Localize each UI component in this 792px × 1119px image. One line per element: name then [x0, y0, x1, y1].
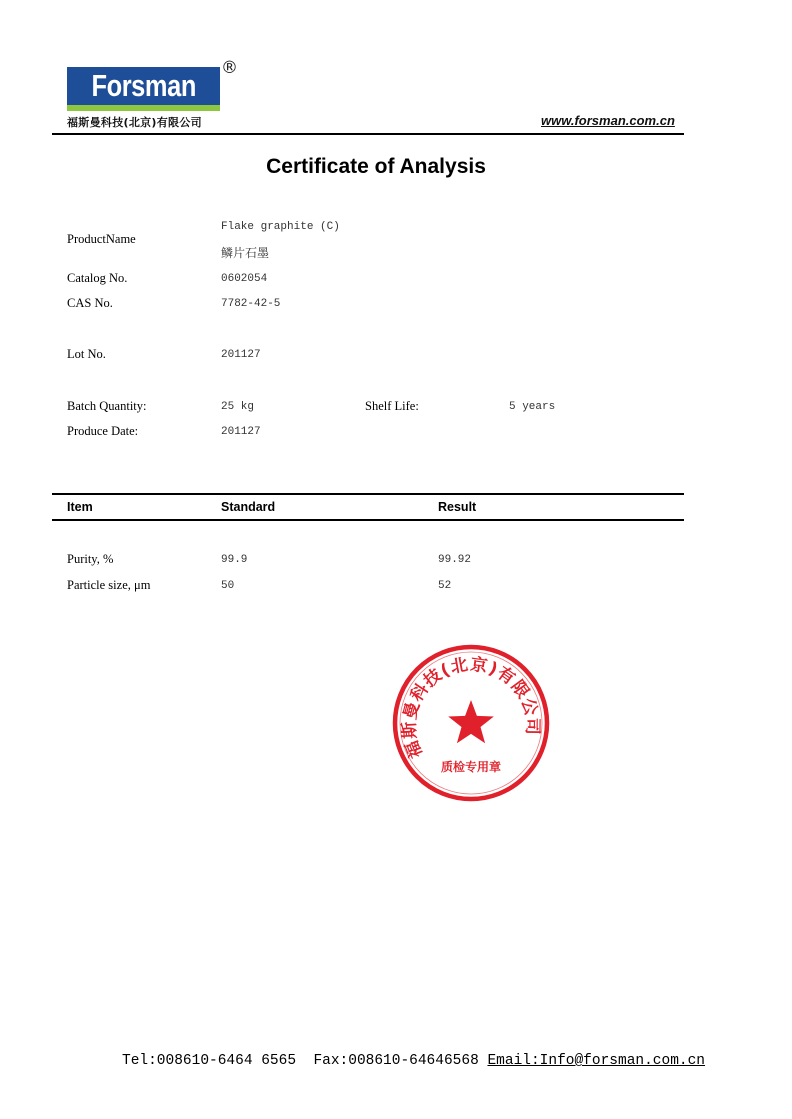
cas-label: CAS No.: [67, 296, 113, 310]
row-standard-particle-size: 50: [221, 580, 235, 592]
footer-contact: [122, 1053, 705, 1069]
column-header-standard: Standard: [221, 500, 276, 514]
table-header-rule: [52, 519, 684, 521]
star-icon: [448, 700, 494, 743]
catalog-value: 0602054: [221, 273, 268, 285]
product-name-cn: 鳞片石墨: [221, 246, 270, 260]
produce-date-label: Produce Date:: [67, 424, 139, 438]
logo-green-bar: [67, 105, 220, 111]
company-name-cn: 福斯曼科技(北京)有限公司: [67, 116, 202, 129]
header-divider: [52, 133, 684, 135]
footer-tel: Tel:008610-6464 6565: [122, 1053, 297, 1069]
company-logo: [67, 67, 220, 105]
company-seal-stamp: [391, 643, 551, 803]
row-result-purity: 99.92: [438, 554, 472, 566]
seal-company-text: 福斯曼科技(北京)有限公司: [399, 654, 543, 761]
row-item-particle-size: Particle size, μm: [67, 578, 151, 592]
document-title: Certificate of Analysis: [266, 155, 486, 178]
row-standard-purity: 99.9: [221, 554, 248, 566]
shelf-life-label: Shelf Life:: [365, 399, 419, 413]
shelf-life-value: 5 years: [509, 401, 556, 413]
row-item-purity: Purity, %: [67, 552, 114, 566]
table-top-rule: [52, 493, 684, 495]
seal-sub-text: 质检专用章: [440, 760, 502, 774]
column-header-result: Result: [438, 500, 477, 514]
footer-email-link[interactable]: Email:Info@forsman.com.cn: [487, 1053, 706, 1069]
logo-text: Forsman: [91, 68, 196, 103]
produce-date-value: 201127: [221, 426, 261, 438]
cas-value: 7782-42-5: [221, 298, 281, 310]
row-result-particle-size: 52: [438, 580, 452, 592]
product-name-label: ProductName: [67, 232, 136, 246]
footer-fax: Fax:008610-64646568: [313, 1053, 479, 1069]
registered-mark: ®: [221, 58, 238, 78]
product-name-en: Flake graphite (C): [221, 221, 340, 233]
column-header-item: Item: [67, 500, 93, 514]
batch-quantity-label: Batch Quantity:: [67, 399, 147, 413]
lot-label: Lot No.: [67, 347, 106, 361]
lot-value: 201127: [221, 349, 261, 361]
website-link[interactable]: www.forsman.com.cn: [541, 113, 675, 128]
batch-quantity-value: 25 kg: [221, 401, 255, 413]
catalog-label: Catalog No.: [67, 271, 128, 285]
